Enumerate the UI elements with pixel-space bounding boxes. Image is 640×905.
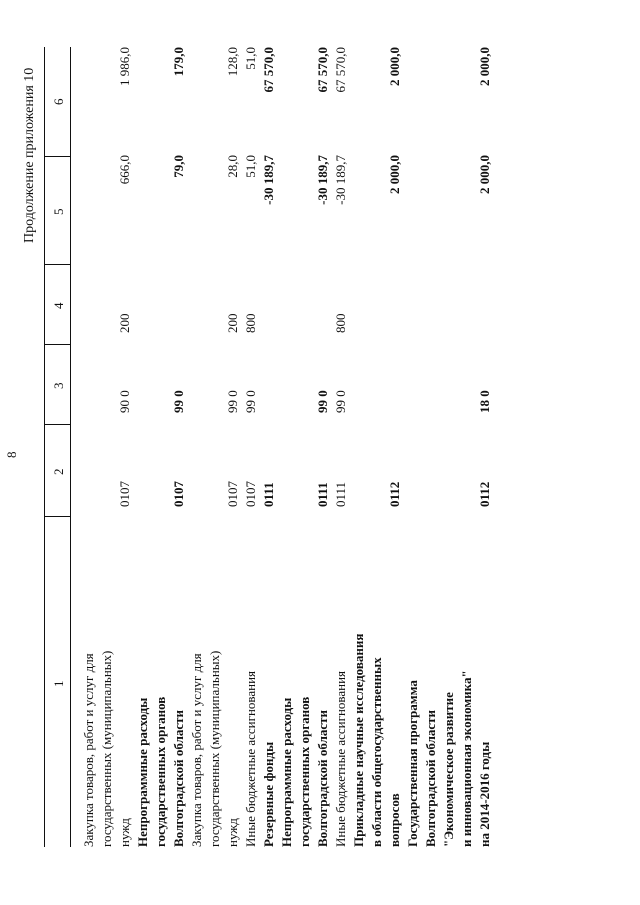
cell-c5: 28,0: [225, 155, 240, 178]
row-description-line: на 2014-2016 годы: [477, 741, 492, 847]
column-number: 6: [51, 98, 66, 105]
col-divider: [44, 344, 70, 345]
cell-c5: 2 000,0: [477, 155, 492, 194]
row-description: [80, 527, 134, 847]
page-number: 8: [4, 451, 19, 458]
cell-c6: 51,0: [243, 47, 258, 70]
cell-c6: 67 570,0: [333, 47, 348, 93]
row-description-line: Непрограммные расходы: [135, 697, 150, 847]
col-divider: [44, 264, 70, 265]
cell-c3: 99 0: [243, 390, 258, 413]
row-description-line: государственных (муниципальных): [99, 650, 114, 847]
row-description: [188, 527, 242, 847]
row-description: [242, 527, 260, 847]
row-description-line: Непрограммные расходы: [279, 697, 294, 847]
cell-c5: 666,0: [117, 155, 132, 185]
col-divider: [44, 156, 70, 157]
cell-c5: -30 189,7: [315, 155, 330, 205]
row-description-line: Иные бюджетные ассигнования: [243, 670, 258, 847]
table-top-rule: [44, 47, 45, 847]
cell-c2: 0107: [117, 481, 132, 507]
header-bottom-rule: [70, 47, 71, 847]
cell-c5: 51,0: [243, 155, 258, 178]
column-number: 1: [51, 680, 66, 687]
cell-c4: 800: [333, 313, 348, 333]
cell-c5: 2 000,0: [387, 155, 402, 194]
column-number: 3: [51, 382, 66, 389]
row-description-line: нужд: [225, 818, 240, 847]
row-description-line: Закупка товаров, работ и услуг для: [81, 653, 96, 847]
row-description: [404, 527, 494, 847]
row-description-line: Волгоградской области: [423, 709, 438, 847]
row-description-line: Прикладные научные исследования: [351, 633, 366, 847]
cell-c2: 0111: [261, 482, 276, 507]
row-description: [278, 527, 332, 847]
cell-c3: 99 0: [225, 390, 240, 413]
cell-c2: 0112: [477, 481, 492, 507]
col-divider: [44, 516, 70, 517]
cell-c5: 79,0: [171, 155, 186, 178]
row-description-line: вопросов: [387, 793, 402, 847]
cell-c6: 2 000,0: [477, 47, 492, 86]
cell-c6: 128,0: [225, 47, 240, 77]
row-description: [332, 527, 350, 847]
cell-c3: 90 0: [117, 390, 132, 413]
row-description-line: Закупка товаров, работ и услуг для: [189, 653, 204, 847]
cell-c5: -30 189,7: [261, 155, 276, 205]
cell-c2: 0111: [315, 482, 330, 507]
row-description-line: Резервные фонды: [261, 741, 276, 847]
row-description-line: государственных (муниципальных): [207, 650, 222, 847]
cell-c3: 99 0: [315, 390, 330, 413]
cell-c6: 179,0: [171, 47, 186, 77]
cell-c5: -30 189,7: [333, 155, 348, 205]
row-description-line: Волгоградской области: [171, 709, 186, 847]
cell-c2: 0107: [243, 481, 258, 507]
cell-c6: 2 000,0: [387, 47, 402, 86]
row-description-line: Государственная программа: [405, 680, 420, 847]
row-description-line: Иные бюджетные ассигнования: [333, 670, 348, 847]
cell-c4: 200: [225, 313, 240, 333]
cell-c6: 67 570,0: [315, 47, 330, 93]
row-description: [134, 527, 188, 847]
row-description-line: "Экономическое развитие: [441, 692, 456, 847]
row-description-line: Волгоградской области: [315, 709, 330, 847]
cell-c3: 99 0: [171, 390, 186, 413]
cell-c3: 99 0: [333, 390, 348, 413]
row-description-line: нужд: [117, 818, 132, 847]
cell-c6: 67 570,0: [261, 47, 276, 93]
column-number: 5: [51, 208, 66, 215]
column-number: 2: [51, 468, 66, 475]
col-divider: [44, 424, 70, 425]
row-description-line: государственных органов: [153, 696, 168, 847]
cell-c6: 1 986,0: [117, 47, 132, 86]
cell-c3: 18 0: [477, 390, 492, 413]
column-number: 4: [51, 302, 66, 309]
cell-c2: 0107: [225, 481, 240, 507]
cell-c2: 0111: [333, 481, 348, 507]
cell-c4: 200: [117, 313, 132, 333]
row-description: [260, 527, 278, 847]
row-description-line: в области общегосударственных: [369, 657, 384, 847]
cell-c2: 0112: [387, 481, 402, 507]
cell-c2: 0107: [171, 481, 186, 507]
appendix-title: Продолжение приложения 10: [22, 67, 37, 243]
row-description: [350, 527, 404, 847]
row-description-line: государственных органов: [297, 696, 312, 847]
cell-c4: 800: [243, 313, 258, 333]
row-description-line: и инновационная экономика": [459, 670, 474, 847]
